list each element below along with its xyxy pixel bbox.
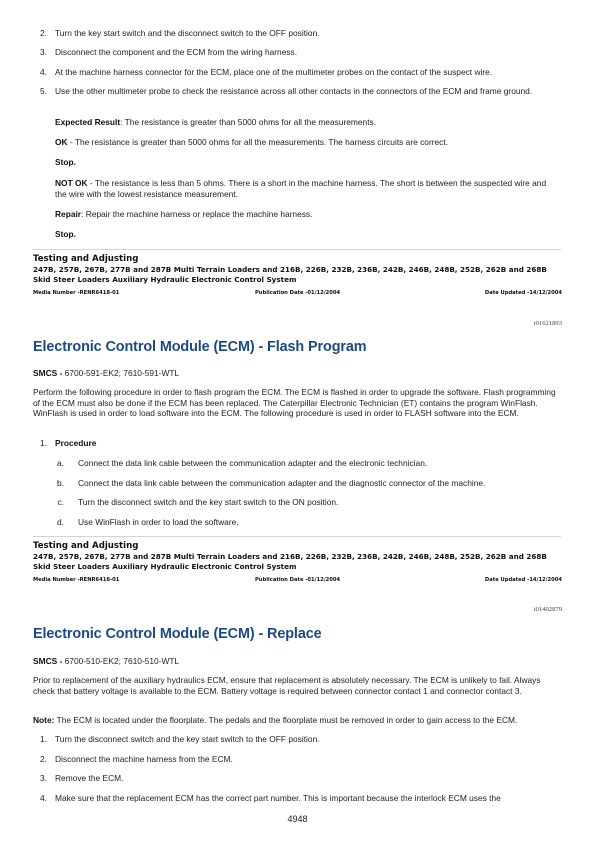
smcs-label: SMCS - [33,656,65,666]
smcs-value: 6700-591-EK2; 7610-591-WTL [64,368,180,378]
step-2 [33,28,563,39]
substep-letter: a. [57,458,64,468]
date-updated: Date Updated -14/12/2004 [484,290,562,296]
section-title: Electronic Control Module (ECM) - Replace [33,626,322,642]
step-number: 5. [40,86,47,96]
smcs-line [33,368,179,379]
ok-text: - The resistance is greater than 5000 ohms for all the measurements. The harness circuits are correct. [67,137,449,147]
not-ok-result [55,178,560,199]
publication-date: Publication Date -01/12/2004 [255,290,341,296]
step-number: 1. [40,734,47,744]
ok-label: OK [55,137,68,147]
step-text: Turn the disconnect switch and the key start switch to the OFF position. [55,734,320,744]
repair-text: : Repair the machine harness or replace the machine harness. [81,209,313,219]
step-number: 4. [40,67,47,77]
ok-result [55,137,563,148]
step-3 [33,773,563,784]
expected-result [55,117,563,128]
step-text: Turn the key start switch and the disconnect switch to the OFF position. [55,28,320,38]
header-title: Testing and Adjusting [33,541,139,551]
step-1 [33,734,563,745]
publication-date: Publication Date -01/12/2004 [255,577,341,583]
substep-text: Connect the data link cable between the communication adapter and the electronic technician. [78,458,428,468]
step-number: 3. [40,47,47,57]
step-4 [33,67,563,78]
substep-letter: d. [57,517,64,527]
note-label: Note: [33,715,55,725]
divider [33,249,561,250]
smcs-label: SMCS - [33,368,65,378]
media-number: Media Number -RENR6418-01 [33,577,120,583]
step-number: 1. [40,438,47,448]
step-text: At the machine harness connector for the ECM, place one of the multimeter probes on the contact of the suspect wire. [55,67,493,77]
header-subtitle: 247B, 257B, 267B, 277B and 287B Multi Terrain Loaders and 216B, 226B, 232B, 236B, 242B, 246B, 248B, 252B, 262B and 268B Skid Steer Loaders Auxiliary Hydraulic Electronic Control System [33,265,547,284]
note-text: The ECM is located under the floorplate. The pedals and the floorplate must be removed in order to gain access to the ECM. [54,715,518,725]
substep-a [50,458,560,469]
not-ok-text: - The resistance is less than 5 ohms. There is a short in the machine harness. The short is between the suspected wire and the wire with the lowest resistance measurement. [55,178,547,199]
step-text: Remove the ECM. [55,773,124,783]
step-4 [33,793,563,804]
repair-instruction [55,209,563,220]
intro-paragraph: Prior to replacement of the auxiliary hydraulics ECM, ensure that replacement is absolutely necessary. The ECM is unlikely to fail. Always check that battery voltage is available to the ECM. Battery voltage is required between connector contact 1 and connector contact 3. [33,675,541,696]
smcs-value: 6700-510-EK2; 7610-510-WTL [64,656,180,666]
step-5 [33,86,563,97]
substep-text: Use WinFlash in order to load the software. [78,517,239,527]
stop-label: Stop. [55,157,76,167]
header-title: Testing and Adjusting [33,254,139,264]
substep-text: Connect the data link cable between the communication adapter and the diagnostic connector of the machine. [78,478,486,488]
substep-d [50,517,560,528]
step-2 [33,754,563,765]
step-number: 3. [40,773,47,783]
step-3 [33,47,563,58]
intro-paragraph: Perform the following procedure in order to flash program the ECM. The ECM is flashed in order to upgrade the software. Flash programming of the ECM must also be done if the ECM has been replaced. The Caterpillar Electronic Technician (ET) contains the program WinFlash. WinFlash is used in order to load software into the ECM. The following procedure is used in order to FLASH software into the ECM. [33,387,556,419]
document-id: i01402879 [533,606,562,613]
step-number: 2. [40,28,47,38]
procedure-step [33,438,563,449]
repair-label: Repair [55,209,82,219]
document-id: i01621893 [533,320,562,327]
divider [33,536,561,537]
page-number: 4948 [287,814,308,824]
procedure-label: Procedure [55,438,97,448]
date-updated: Date Updated -14/12/2004 [484,577,562,583]
section-title: Electronic Control Module (ECM) - Flash Program [33,339,367,355]
smcs-line [33,656,179,667]
step-text: Disconnect the machine harness from the ECM. [55,754,233,764]
header-subtitle: 247B, 257B, 267B, 277B and 287B Multi Terrain Loaders and 216B, 226B, 232B, 236B, 242B, 246B, 248B, 252B, 262B and 268B Skid Steer Loaders Auxiliary Hydraulic Electronic Control System [33,552,547,571]
substep-text: Turn the disconnect switch and the key start switch to the ON position. [78,497,339,507]
note-paragraph [33,715,563,726]
substep-letter: b. [57,478,64,488]
stop-label: Stop. [55,229,76,239]
substep-letter: c. [57,497,64,507]
expected-result-label: Expected Result [55,117,121,127]
step-text: Make sure that the replacement ECM has the correct part number. This is important because the interlock ECM uses the [55,793,501,803]
step-number: 2. [40,754,47,764]
not-ok-label: NOT OK [55,178,88,188]
media-number: Media Number -RENR6418-01 [33,290,120,296]
step-text: Disconnect the component and the ECM from the wiring harness. [55,47,298,57]
step-number: 4. [40,793,47,803]
substep-b [50,478,560,489]
step-text: Use the other multimeter probe to check the resistance across all other contacts in the connectors of the ECM and frame ground. [55,86,533,96]
substep-c [50,497,560,508]
expected-result-text: : The resistance is greater than 5000 ohms for all the measurements. [120,117,377,127]
